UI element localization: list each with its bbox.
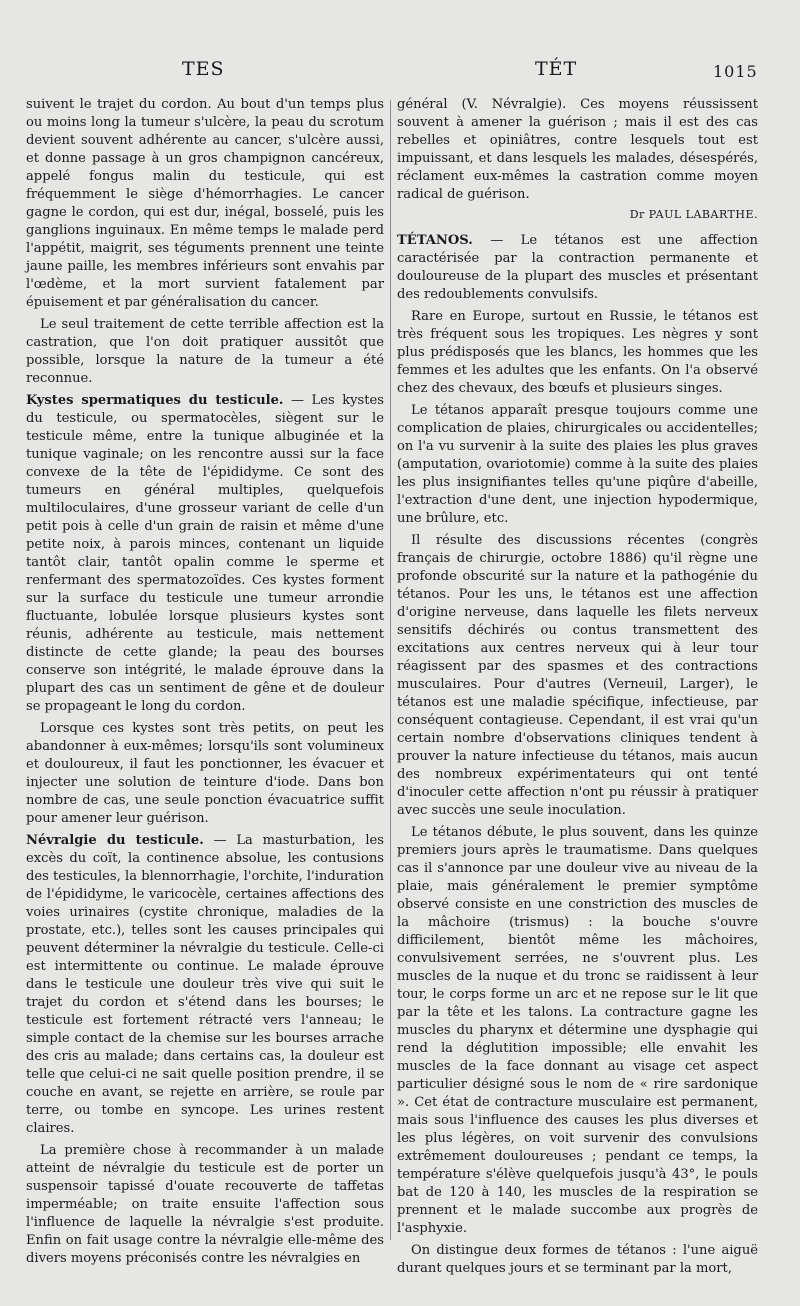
paragraph xyxy=(397,232,758,304)
paragraph: La première chose à recommander à un malade atteint de névralgie du testicule est de porter un suspensoir tapissé d'ouate recouverte de taffetas imperméable; on traite ensuite l'affection sous l'influence de laquelle la névralgie s'est produite. Enfin on fait usage contre la névralgie elle-même des divers moyens préconisés contre les névralgies en xyxy=(26,1143,384,1266)
running-head-center: TÉT xyxy=(535,58,578,80)
paragraph-body: — La masturbation, les excès du coït, la continence absolue, les contusions des testicules, la blennorrhagie, l'orchite, l'induration de l'épididyme, le varicocèle, certaines affections des voies urinaires (cystite chronique, maladies de la prostate, etc.), telles sont les causes principales qui peuvent déterminer la névralgie du testicule. Celle-ci est intermittente ou continue. Le malade éprouve dans le testicule une douleur très vive qui suit le trajet du cordon et s'étend dans les bourses; le testicule est fortement rétracté vers l'anneau; le simple contact de la chemise sur les bourses arrache des cris au malade; dans certains cas, la douleur est telle que celui-ci ne sait quelle position prendre, il se couche en avant, se rejette en arrière, se roule par terre, ou tombe en syncope. Les urines restent claires. xyxy=(26,833,384,1136)
paragraph: Le seul traitement de cette terrible affection est la castration, que l'on doit pratiquer aussitôt que possible, lorsque la nature de la tumeur a été reconnue. xyxy=(26,317,384,386)
section-heading: TÉTANOS. xyxy=(397,233,473,248)
paragraph-body: — Les kystes du testicule, ou spermatocèles, siègent sur le testicule même, entre la tunique albuginée et la tunique vaginale; on les rencontre aussi sur la face convexe de la tête de l'épididyme. Ce sont des tumeurs en général multiples, quelquefois multiloculaires, d'une grosseur variant de celle d'un petit pois à celle d'un grain de raisin et même d'une petite noix, à parois minces, contenant un liquide tantôt clair, tantôt opalin comme le sperme et renfermant des spermatozoïdes. Ces kystes forment sur la surface du testicule une tumeur arrondie fluctuante, lobulée lorsque plusieurs kystes sont réunis, adhérente au testicule, mais nettement distincte de cette glande; la peau des bourses conserve son intégrité, le malade éprouve dans la plupart des cas un sentiment de gêne et de douleur se propageant le long du cordon. xyxy=(26,393,384,714)
paragraph xyxy=(26,832,384,1138)
paragraph: On distingue deux formes de tétanos : l'une aiguë durant quelques jours et se terminant par la mort, xyxy=(397,1243,758,1276)
column-divider xyxy=(390,100,391,1240)
paragraph: Lorsque ces kystes sont très petits, on peut les abandonner à eux-mêmes; lorsqu'ils sont volumineux et douloureux, il faut les ponctionner, les évacuer et injecter une solution de teinture d'iode. Dans bon nombre de cas, une seule ponction évacuatrice suffit pour amener leur guérison. xyxy=(26,721,384,826)
paragraph: général (V. Névralgie). Ces moyens réussissent souvent à amener la guérison ; mais il est des cas rebelles et opiniâtres, contre lesquels tout est impuissant, et dans lesquels les malades, désespérés, réclament eux-mêmes la castration comme moyen radical de guérison. xyxy=(397,97,758,202)
paragraph-body: — Le tétanos est une affection caractérisée par la contraction permanente et douloureuse de la plupart des muscles et présentant des redoublements convulsifs. xyxy=(397,233,758,302)
paragraph: Il résulte des discussions récentes (congrès français de chirurgie, octobre 1886) qu'il règne une profonde obscurité sur la nature et la pathogénie du tétanos. Pour les uns, le tétanos est une affection d'origine nerveuse, dans laquelle les filets nerveux sensitifs déchirés ou contus transmettent des excitations aux centres nerveux qui à leur tour réagissent par des spasmes et des contractions musculaires. Pour d'autres (Verneuil, Larger), le tétanos est une maladie spécifique, infectieuse, par conséquent contagieuse. Cependant, il est vrai qu'un certain nombre d'observations cliniques tendent à prouver la nature infectieuse du tétanos, mais aucun des nombreux expérimentateurs qui ont tenté d'inoculer cette affection n'ont pu réussir à pratiquer avec succès une seule inoculation. xyxy=(397,533,758,818)
paragraph xyxy=(26,392,384,716)
right-column xyxy=(397,96,758,1282)
page-number: 1015 xyxy=(713,62,758,81)
paragraph: suivent le trajet du cordon. Au bout d'un temps plus ou moins long la tumeur s'ulcère, la peau du scrotum devient souvent adhérente au cancer, s'ulcère aussi, et donne passage à un gros champignon cancéreux, appelé fongus malin du testicule, qui est fréquemment le siège d'hémorrhagies. Le cancer gagne le cordon, qui est dur, inégal, bosselé, puis les ganglions inguinaux. En même temps le malade perd l'appétit, maigrit, ses téguments prennent une teinte jaune paille, les membres inférieurs sont envahis par l'œdème, et la mort survient fatalement par épuisement et par généralisation du cancer. xyxy=(26,97,384,310)
section-heading: Névralgie du testicule. xyxy=(26,833,204,848)
paragraph: Le tétanos débute, le plus souvent, dans les quinze premiers jours après le traumatisme. Dans quelques cas il s'annonce par une douleur vive au niveau de la plaie, mais généralement le premier symptôme observé consiste en une constriction des muscles de la mâchoire (trismus) : la bouche s'ouvre difficilement, bientôt même les mâchoires, convulsivement serrées, ne s'ouvrent plus. Les muscles de la nuque et du tronc se raidissent à leur tour, le corps forme un arc et ne repose sur le lit que par la tête et les talons. La contracture gagne les muscles du pharynx et détermine une dysphagie qui rend la déglutition impossible; elle envahit les muscles de la face donnant au visage cet aspect particulier désigné sous le nom de « rire sardonique ». Cet état de contracture musculaire est permanent, mais sous l'influence des causes les plus diverses et les plus légères, on voit survenir des convulsions extrêmement douloureuses ; pendant ce temps, la température s'élève quelquefois jusqu'à 43°, le pouls bat de 120 à 140, les muscles de la respiration se prennent et le malade succombe aux progrès de l'asphyxie. xyxy=(397,825,758,1236)
left-column xyxy=(26,96,384,1272)
section-heading: Kystes spermatiques du testicule. xyxy=(26,393,284,408)
running-head-left: TES xyxy=(182,58,225,80)
paragraph: Le tétanos apparaît presque toujours comme une complication de plaies, chirurgicales ou accidentelles; on l'a vu survenir à la suite des plaies les plus graves (amputation, ovariotomie) comme à la suite des plaies les plus insignifiantes telles qu'une piqûre d'abeille, l'extraction d'une dent, une injection hypodermique, une brûlure, etc. xyxy=(397,403,758,526)
paragraph: Rare en Europe, surtout en Russie, le tétanos est très fréquent sous les tropiques. Les nègres y sont plus prédisposés que les blancs, les hommes que les femmes et les adultes que les enfants. On l'a observé chez des chevaux, des bœufs et plusieurs singes. xyxy=(397,309,758,396)
author-signature: Dr PAUL LABARTHE. xyxy=(629,208,758,221)
